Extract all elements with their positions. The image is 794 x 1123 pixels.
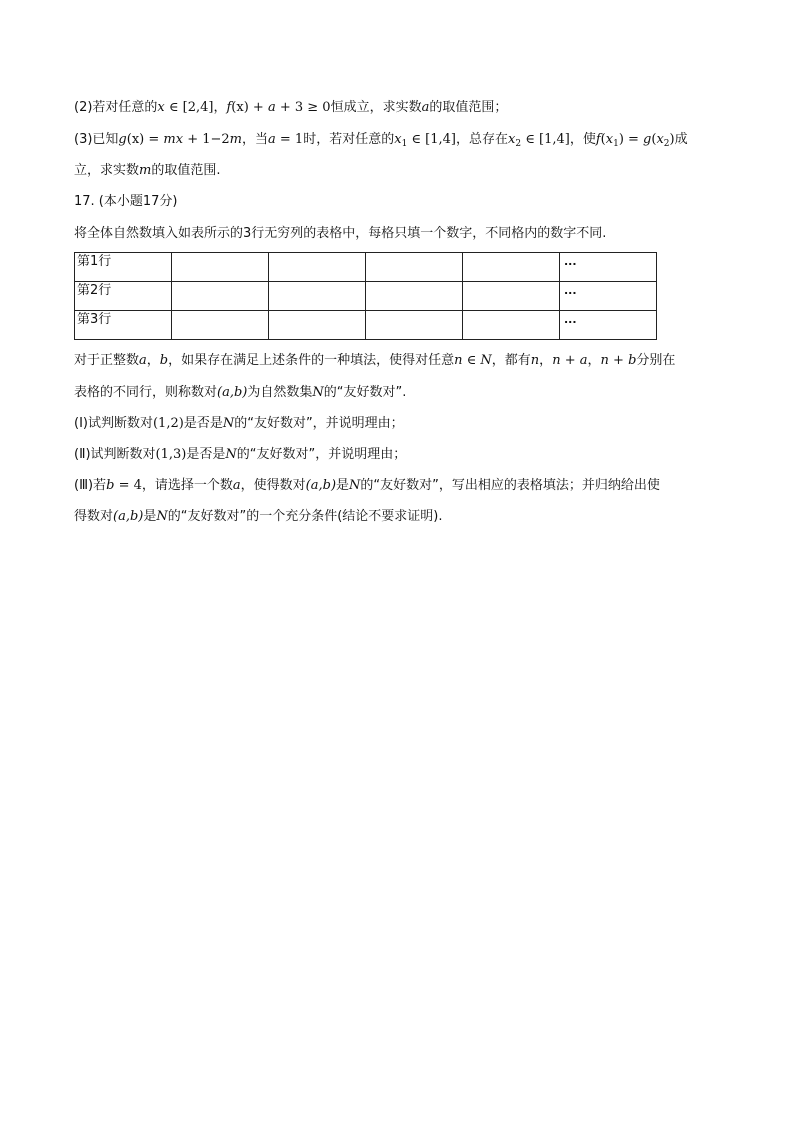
text: ，使 (569, 132, 596, 147)
table-cell (269, 282, 366, 311)
math-var: n (600, 353, 609, 368)
text: 为自然数集 (247, 385, 313, 400)
row-label: 第1行 (75, 253, 172, 282)
math-var: a (232, 478, 241, 493)
math-text: (1,2) (152, 416, 184, 431)
math-var: x (157, 100, 165, 115)
text: (Ⅱ)试判断数对 (74, 447, 156, 462)
sub-question-3-line-1 (74, 476, 660, 496)
text: ，都有 (491, 353, 531, 368)
math-var: a (267, 100, 276, 115)
math-text: + (608, 353, 629, 368)
math-var: b (159, 353, 169, 368)
math-var: a (268, 132, 276, 147)
number-table (74, 252, 657, 340)
math-var: N (225, 447, 237, 462)
table-cell (269, 311, 366, 340)
math-sub: 2 (663, 139, 670, 149)
text: 得数对 (74, 509, 114, 524)
text: ，使得数对 (240, 478, 306, 493)
math-var: a (579, 353, 588, 368)
table-cell (172, 253, 269, 282)
text: 的取值范围. (151, 163, 221, 178)
text: ，总存在 (456, 132, 509, 147)
math-var: N (480, 353, 492, 368)
math-text: = 4 (114, 478, 142, 493)
math-var: x (508, 132, 516, 147)
definition-line-2 (74, 383, 406, 403)
math-var: f (595, 132, 601, 147)
table-cell (366, 253, 463, 282)
math-var: n (552, 353, 561, 368)
question-3-line-1 (74, 130, 688, 150)
row-label: 第2行 (75, 282, 172, 311)
text: ， (587, 353, 601, 368)
text: 是否是 (186, 447, 226, 462)
text: 立，求实数 (74, 163, 140, 178)
row-label: 第3行 (75, 311, 172, 340)
table-cell (172, 311, 269, 340)
math-var: N (222, 416, 235, 431)
definition-line-1 (74, 351, 675, 371)
text: 是 (143, 509, 157, 524)
text: ， (539, 353, 553, 368)
math-var: (a,b) (305, 478, 337, 493)
math-text: + 1−2 (183, 132, 230, 147)
text: 的“友好数对”，写出相应的表格填法；并归纳给出使 (360, 478, 660, 493)
math-var: n (454, 353, 463, 368)
math-sub: 1 (613, 139, 619, 149)
math-var: g (643, 132, 652, 147)
text: (Ⅰ)试判断数对 (74, 416, 153, 431)
math-var: N (156, 509, 168, 524)
math-var: (a,b) (217, 385, 248, 400)
text: 成 (674, 132, 688, 147)
text: (2)若对任意的 (74, 100, 158, 115)
math-text: ) (669, 132, 675, 147)
sub-question-3-line-2 (74, 507, 443, 527)
math-var: b (628, 353, 637, 368)
sub-question-2 (74, 445, 406, 465)
problem-17-heading: 17. (本小题17分) (74, 194, 178, 209)
text: 的“友好数对”，并说明理由； (236, 447, 407, 462)
text: 的“友好数对”. (323, 385, 407, 400)
math-var: x (605, 132, 614, 147)
ellipsis-cell: ... (560, 253, 657, 282)
math-var: N (349, 478, 361, 493)
text: 是 (336, 478, 350, 493)
text: (3)已知 (74, 132, 119, 147)
math-sub: 2 (515, 139, 522, 149)
text: ，请选择一个数 (141, 478, 233, 493)
table-cell (172, 282, 269, 311)
math-text: ∈ (462, 353, 481, 368)
math-text: ) = (618, 132, 644, 147)
text: 的“友好数对”的一个充分条件(结论不要求证明). (167, 509, 443, 524)
math-var: m (229, 132, 242, 147)
text: 是否是 (183, 416, 223, 431)
table-cell (463, 253, 560, 282)
text: 分别在 (636, 353, 676, 368)
math-var: x (394, 132, 402, 147)
sub-question-1 (74, 414, 404, 434)
math-var: n (530, 353, 540, 368)
table-cell (269, 253, 366, 282)
problem-17-intro: 将全体自然数填入如表所示的3行无穷列的表格中，每格只填一个数字，不同格内的数字不同. (74, 226, 607, 241)
math-var: mx (163, 132, 184, 147)
table-row (75, 311, 657, 340)
math-var: f (226, 100, 232, 115)
text: ，当 (241, 132, 268, 147)
table-cell (366, 282, 463, 311)
math-text: ∈ [2,4]， (164, 100, 227, 115)
math-text: (1,3) (155, 447, 187, 462)
text: 的取值范围； (429, 100, 508, 115)
math-var: b (106, 478, 115, 493)
text: 的“友好数对”，并说明理由； (234, 416, 404, 431)
math-var: x (656, 132, 664, 147)
text: 时，若对任意的 (303, 132, 395, 147)
math-var: g (118, 132, 127, 147)
text: ， (146, 353, 160, 368)
math-var: (a,b) (113, 509, 144, 524)
ellipsis-cell: ... (560, 282, 657, 311)
table-row (75, 253, 657, 282)
text: 表格的不同行，则称数对 (74, 385, 218, 400)
math-text: ∈ [1,4] (407, 132, 457, 147)
math-text: + (560, 353, 580, 368)
math-text: (x) (231, 100, 249, 115)
question-3-line-2 (74, 161, 220, 181)
math-text: = 1 (275, 132, 304, 147)
math-text: ∈ [1,4] (521, 132, 570, 147)
text: 对于正整数 (74, 353, 140, 368)
question-2 (74, 98, 507, 118)
text: 恒成立，求实数 (330, 100, 422, 115)
math-var: N (312, 385, 324, 400)
ellipsis-cell: ... (560, 311, 657, 340)
math-text: (x) = (126, 132, 164, 147)
math-text: + (248, 100, 268, 115)
table-cell (366, 311, 463, 340)
text: ，如果存在满足上述条件的一种填法，使得对任意 (168, 353, 455, 368)
text: (Ⅲ)若 (74, 478, 107, 493)
table-cell (463, 311, 560, 340)
math-var: a (421, 100, 430, 115)
math-text: ( (651, 132, 657, 147)
math-text: ( (600, 132, 606, 147)
math-sub: 1 (401, 139, 408, 149)
math-var: a (139, 353, 147, 368)
math-text: + 3 ≥ 0 (275, 100, 331, 115)
table-cell (463, 282, 560, 311)
table-row (75, 282, 657, 311)
math-var: m (139, 163, 152, 178)
